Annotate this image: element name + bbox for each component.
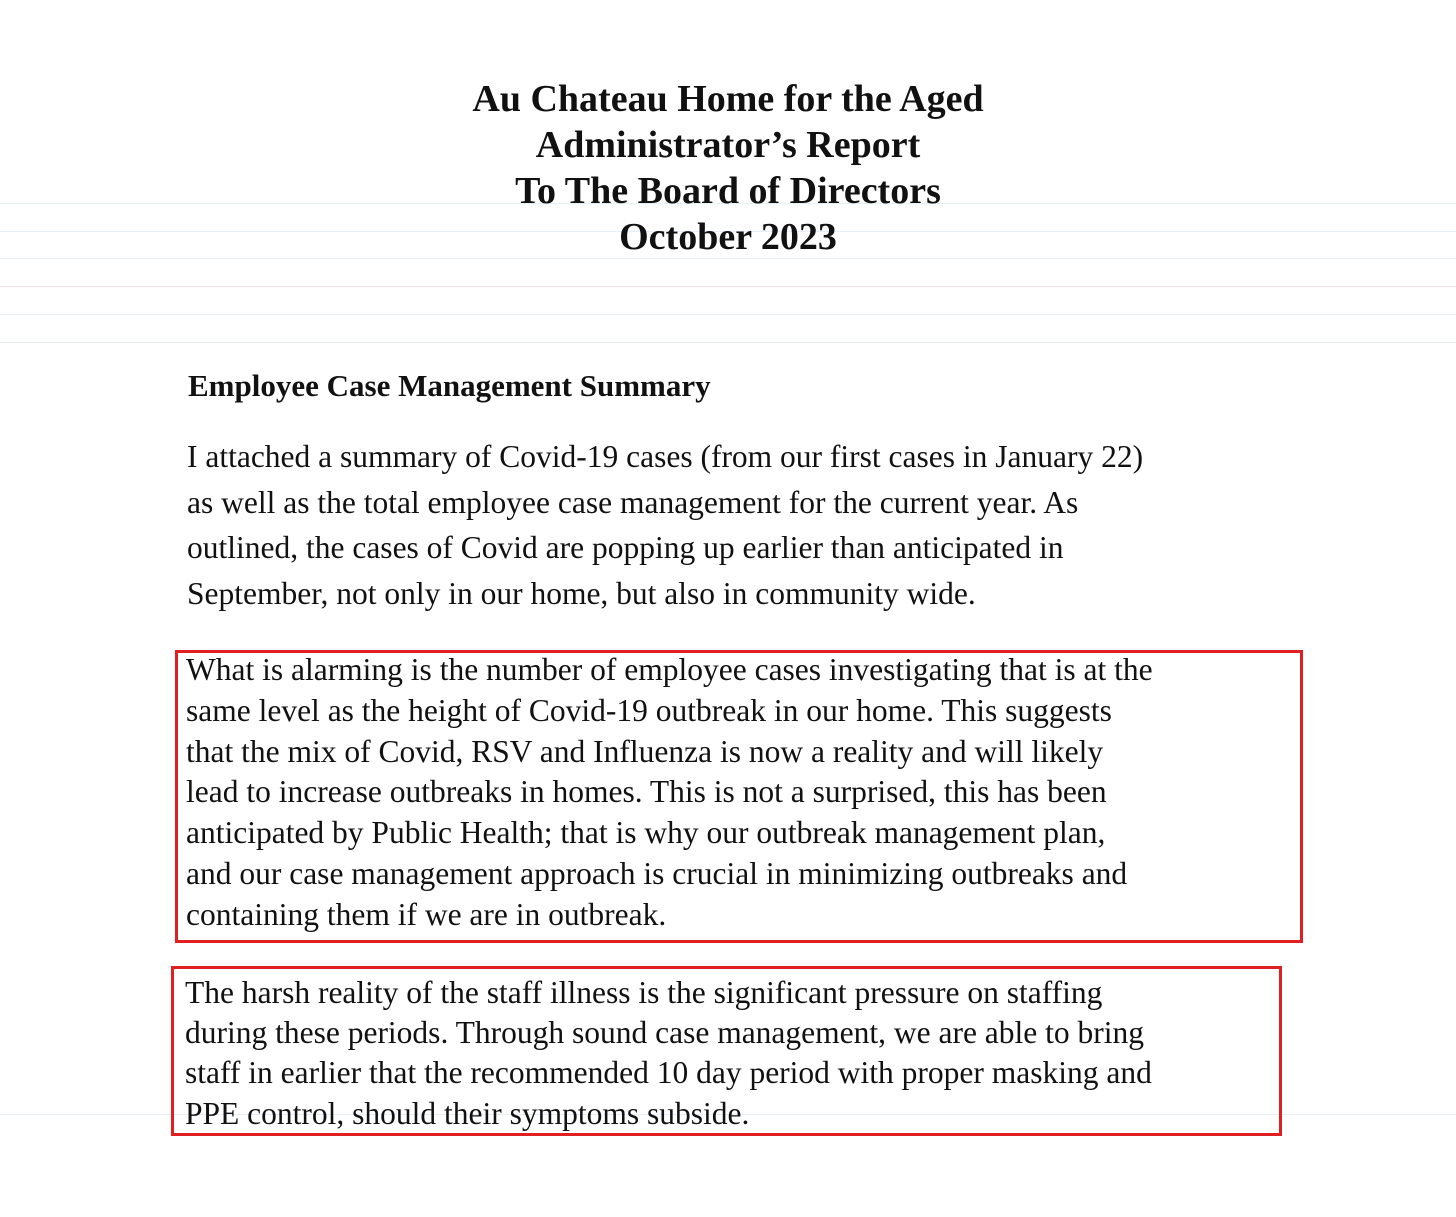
paragraph-intro bbox=[187, 434, 1143, 616]
report-date: October 2023 bbox=[619, 216, 837, 258]
paragraph-line: September, not only in our home, but also in community wide. bbox=[187, 575, 976, 611]
paragraph-line: that the mix of Covid, RSV and Influenza is now a reality and will likely bbox=[186, 733, 1104, 769]
paragraph-line: same level as the height of Covid-19 outbreak in our home. This suggests bbox=[186, 692, 1112, 728]
report-title: Administrator’s Report bbox=[535, 124, 921, 166]
paragraph-line: The harsh reality of the staff illness is the significant pressure on staffing bbox=[185, 975, 1103, 1010]
paragraph-line: anticipated by Public Health; that is why our outbreak management plan, bbox=[186, 815, 1106, 851]
paragraph-line: PPE control, should their symptoms subside. bbox=[185, 1095, 750, 1131]
paragraph-line: during these periods. Through sound case management, we are able to bring bbox=[185, 1015, 1145, 1051]
paragraph-line: and our case management approach is crucial in minimizing outbreaks and bbox=[186, 855, 1128, 891]
paragraph-line: outlined, the cases of Covid are popping up earlier than anticipated in bbox=[187, 530, 1064, 565]
org-name: Au Chateau Home for the Aged bbox=[472, 78, 984, 120]
section-heading: Employee Case Management Summary bbox=[188, 368, 711, 403]
paragraph-line: as well as the total employee case management for the current year. As bbox=[187, 484, 1079, 520]
scan-line bbox=[0, 286, 1456, 287]
scan-line bbox=[0, 314, 1456, 315]
paragraph-line: staff in earlier that the recommended 10 day period with proper masking and bbox=[185, 1055, 1152, 1091]
scan-line bbox=[0, 342, 1456, 343]
report-audience: To The Board of Directors bbox=[515, 170, 941, 212]
paragraph-line: What is alarming is the number of employee cases investigating that is at the bbox=[186, 652, 1153, 687]
paragraph-alarming bbox=[186, 650, 1153, 936]
document-title-block bbox=[0, 76, 1456, 260]
paragraph-line: I attached a summary of Covid-19 cases (from our first cases in January 22) bbox=[187, 439, 1144, 474]
paragraph-staffing bbox=[185, 973, 1152, 1134]
paragraph-line: lead to increase outbreaks in homes. This is not a surprised, this has been bbox=[186, 774, 1107, 810]
paragraph-line: containing them if we are in outbreak. bbox=[186, 896, 667, 932]
